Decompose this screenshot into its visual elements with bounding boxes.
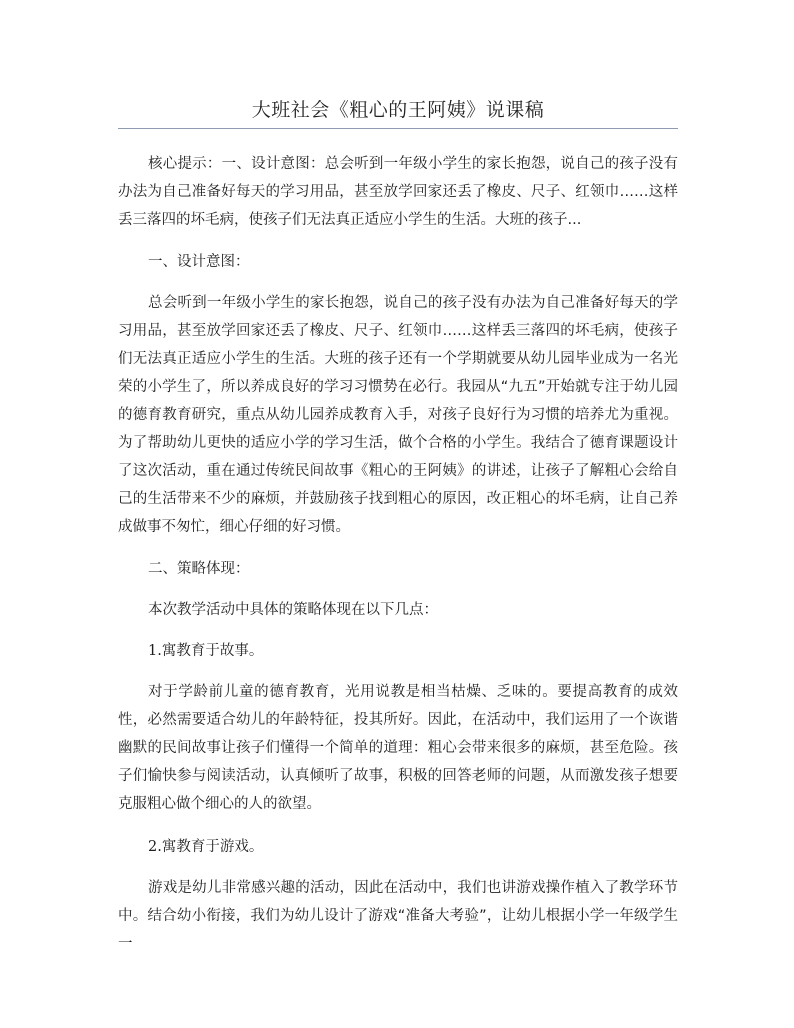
section-heading-strategy: 二、策略体现： [148, 561, 250, 577]
list-item-number: 1. [148, 643, 162, 659]
strategy-intro-paragraph: 本次教学活动中具体的策略体现在以下几点： [148, 602, 438, 618]
list-item-number: 2. [148, 839, 162, 855]
story-paragraph: 对于学龄前儿童的德育教育，光用说教是相当枯燥、乏味的。要提高教育的成效性，必然需要适合幼儿的年龄特征，投其所好。因此，在活动中，我们运用了一个诙谐幽默的民间故事让孩子们懂得一个简单的道理：粗心会带来很多的麻烦，甚至危险。孩子们愉快参与阅读活动，认真倾听了故事，积极的回答老师的问题，从而激发孩子想要克服粗心做个细心的人的欲望。 [118, 684, 678, 812]
game-paragraph: 游戏是幼儿非常感兴趣的活动，因此在活动中，我们也讲游戏操作植入了教学环节中。结合幼小衔接，我们为幼儿设计了游戏“准备大考验”，让幼儿根据小学一年级学生一 [118, 880, 678, 952]
section-heading-design-intent: 一、设计意图： [148, 254, 250, 270]
list-item-game [118, 833, 678, 861]
title-underline [118, 128, 678, 129]
design-intent-paragraph: 总会听到一年级小学生的家长抱怨，说自己的孩子没有办法为自己准备好每天的学习用品，甚至放学回家还丢了橡皮、尺子、红领巾……这样丢三落四的坏毛病，使孩子们无法真正适应小学生的生活。大班的孩子还有一个学期就要从幼儿园毕业成为一名光荣的小学生了，所以养成良好的学习习惯势在必行。我园从“九五”开始就专注于幼儿园的德育教育研究，重点从幼儿园养成教育入手，对孩子良好行为习惯的培养尤为重视。为了帮助幼儿更快的适应小学的学习生活，做个合格的小学生。我结合了德育课题设计了这次活动，重在通过传统民间故事《粗心的王阿姨》的讲述，让孩子了解粗心会给自己的生活带来不少的麻烦，并鼓励孩子找到粗心的原因，改正粗心的坏毛病，让自己养成做事不匆忙，细心仔细的好习惯。 [118, 295, 678, 535]
document-title: 大班社会《粗心的王阿姨》说课稿 [251, 99, 545, 121]
summary-paragraph: 核心提示：一、设计意图：总会听到一年级小学生的家长抱怨，说自己的孩子没有办法为自己准备好每天的学习用品，甚至放学回家还丢了橡皮、尺子、红领巾……这样丢三落四的坏毛病，使孩子们无法真正适应小学生的生活。大班的孩子... [118, 156, 678, 228]
list-item-label: 寓教育于游戏。 [161, 839, 264, 855]
list-item-label: 寓教育于故事。 [161, 643, 264, 659]
list-item-story [118, 637, 678, 665]
